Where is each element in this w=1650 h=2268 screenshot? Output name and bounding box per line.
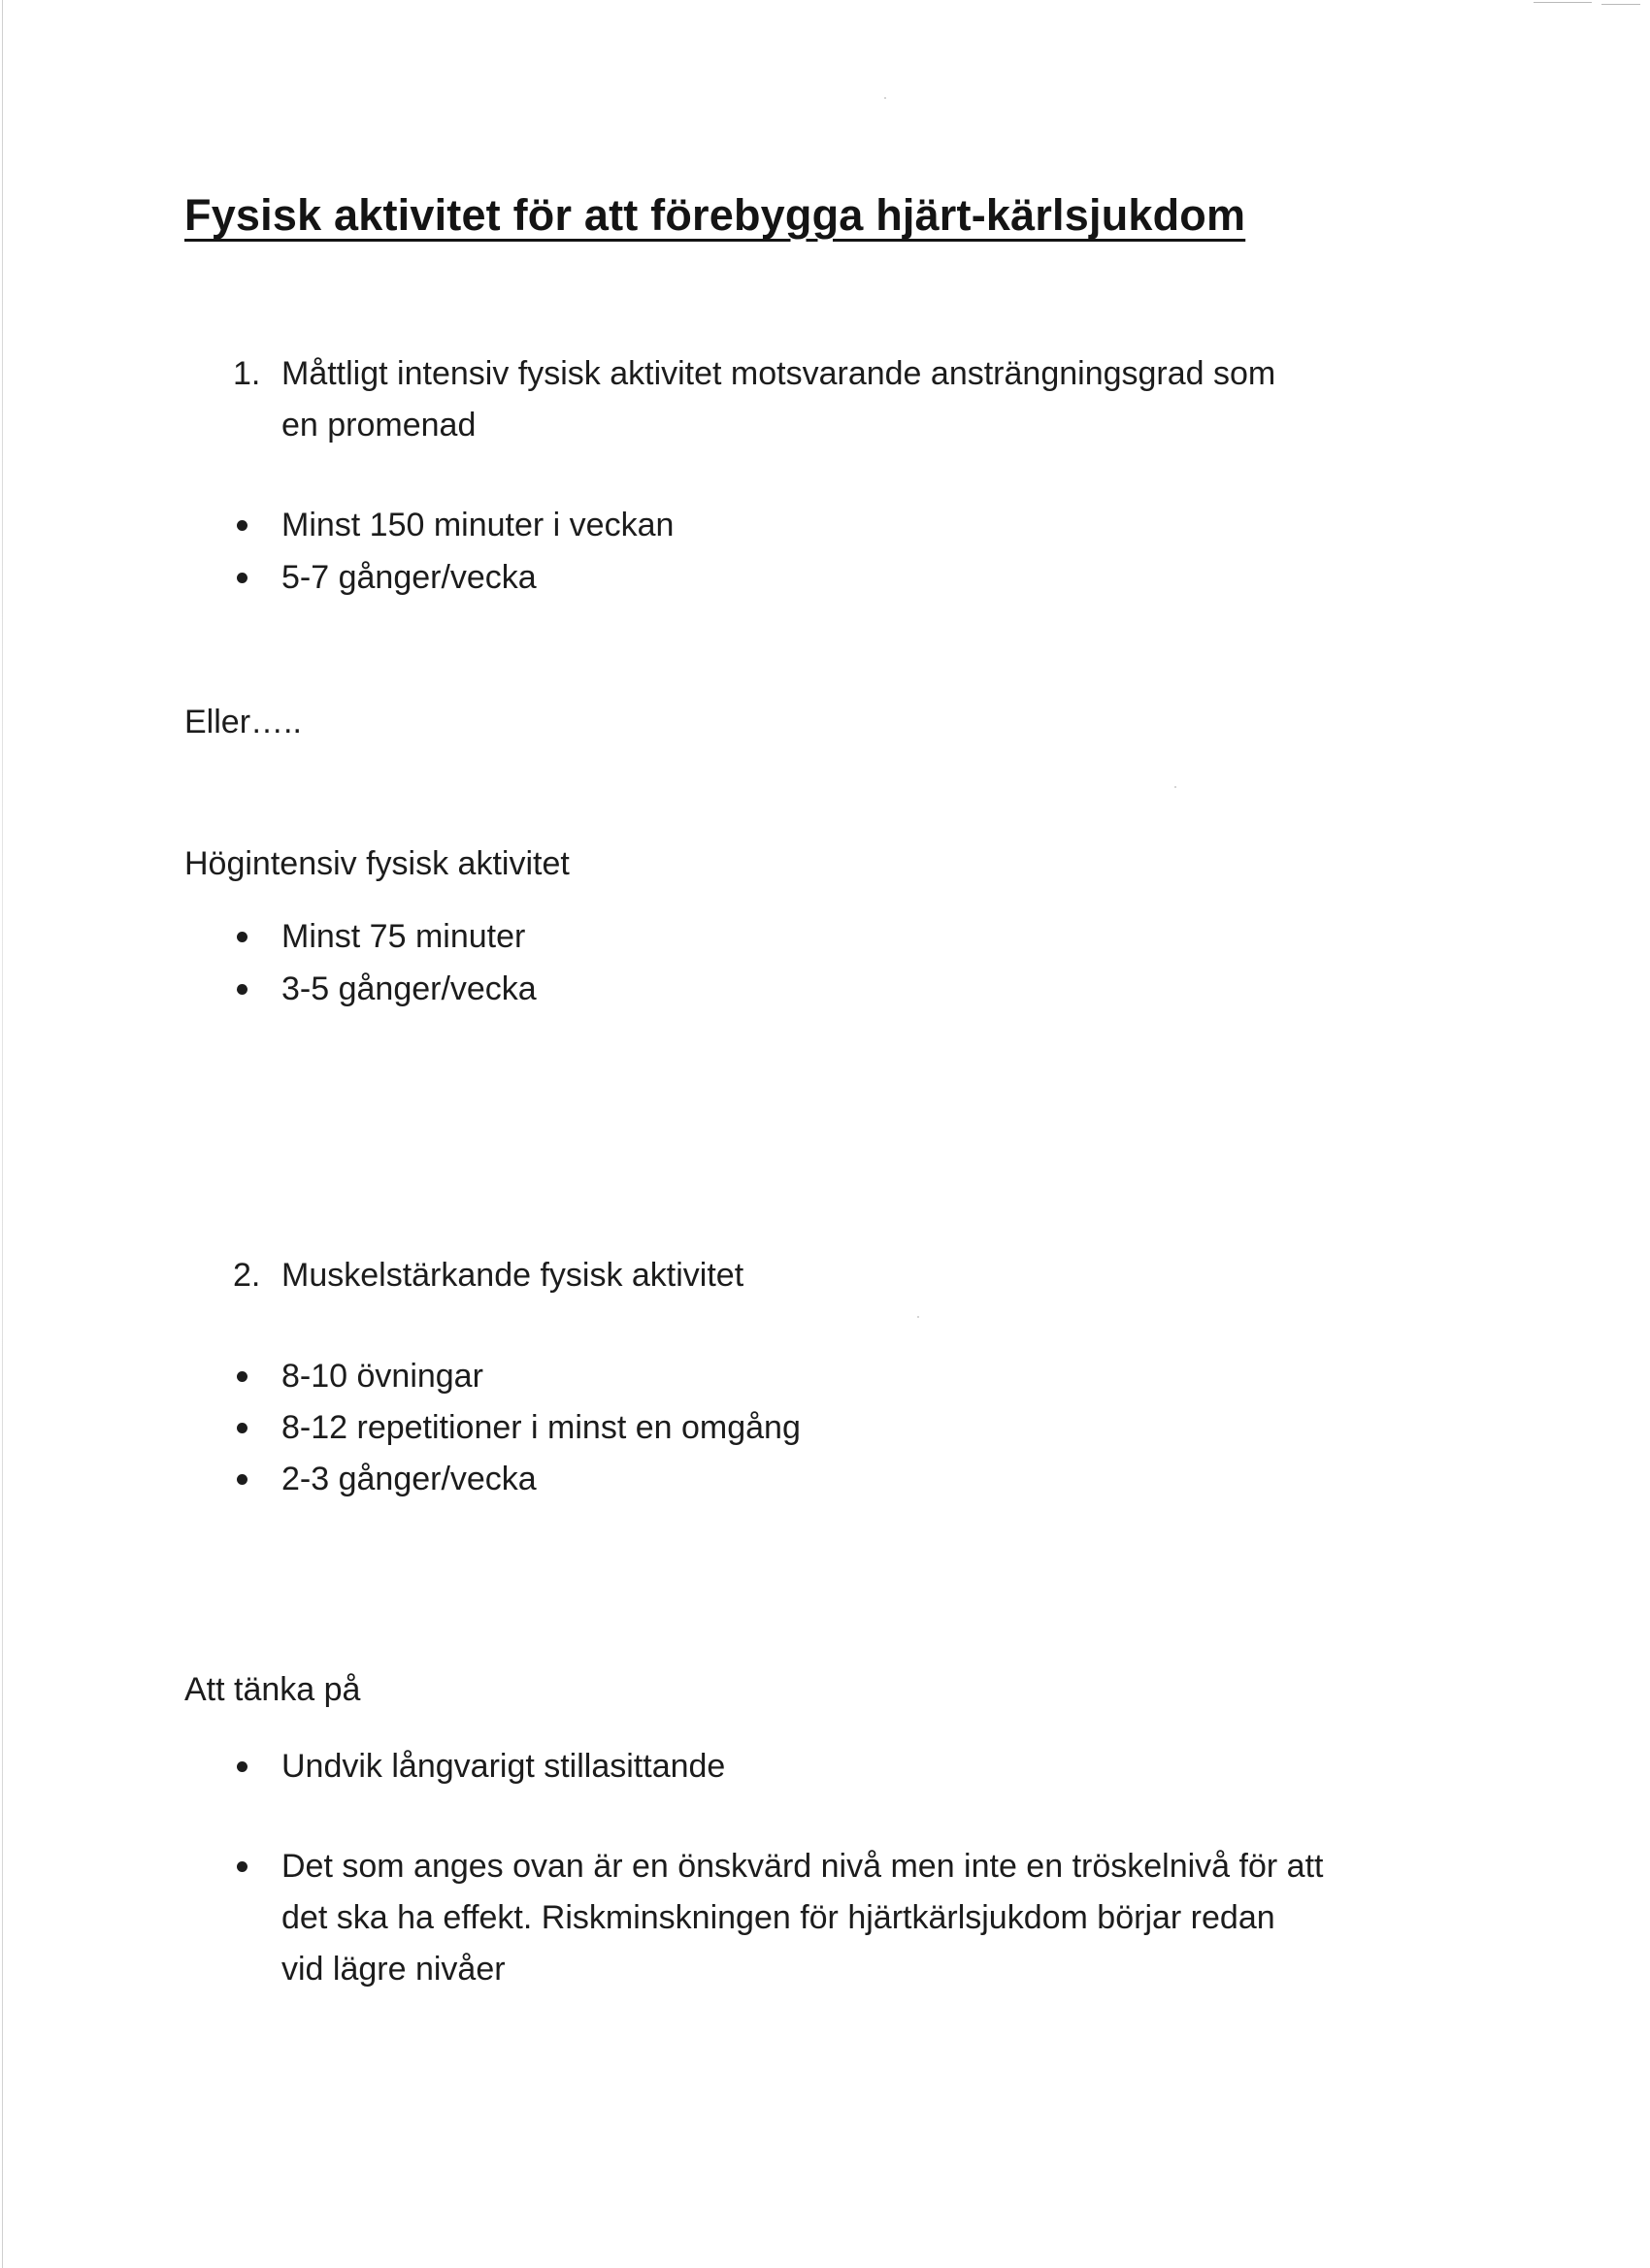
section-1-heading-line-1: Måttligt intensiv fysisk aktivitet motsvarande ansträngningsgrad som [281, 355, 1276, 392]
section-1-number: 1. [233, 355, 261, 392]
bullet-dot [237, 1861, 248, 1872]
high-intensity-bullet: 3-5 gånger/vecka [281, 970, 537, 1007]
think-bullet: Undvik långvarigt stillasittande [281, 1748, 726, 1785]
section-2-bullet: 2-3 gånger/vecka [281, 1461, 537, 1497]
bullet-dot [237, 932, 248, 942]
think-bullet-line-2: det ska ha effekt. Riskminskningen för hjärtkärlsjukdom börjar redan [281, 1899, 1275, 1936]
page-title: Fysisk aktivitet för att förebygga hjärt-kärlsjukdom [184, 190, 1246, 240]
section-2-number: 2. [233, 1257, 261, 1294]
section-1-bullet: Minst 150 minuter i veckan [281, 507, 675, 543]
think-bullet-line-3: vid lägre nivåer [281, 1951, 506, 1988]
section-2-bullet: 8-10 övningar [281, 1358, 483, 1395]
bullet-dot [237, 520, 248, 531]
or-text: Eller….. [184, 704, 302, 740]
high-intensity-heading: Högintensiv fysisk aktivitet [184, 845, 570, 882]
scan-speck [884, 97, 886, 99]
high-intensity-bullet: Minst 75 minuter [281, 918, 526, 955]
scan-artifact-mark [1534, 0, 1650, 6]
bullet-dot [237, 573, 248, 583]
think-bullet-line-1: Det som anges ovan är en önskvärd nivå men inte en tröskelnivå för att [281, 1848, 1324, 1885]
bullet-dot [237, 1761, 248, 1772]
scan-edge-line [2, 0, 3, 2268]
section-1-heading-line-2: en promenad [281, 407, 477, 444]
scan-speck [1174, 786, 1176, 788]
bullet-dot [237, 984, 248, 995]
think-heading: Att tänka på [184, 1671, 361, 1708]
bullet-dot [237, 1423, 248, 1433]
scan-speck [917, 1316, 919, 1318]
section-2-bullet: 8-12 repetitioner i minst en omgång [281, 1409, 801, 1446]
section-1-bullet: 5-7 gånger/vecka [281, 559, 537, 596]
bullet-dot [237, 1371, 248, 1382]
bullet-dot [237, 1474, 248, 1485]
section-2-heading: Muskelstärkande fysisk aktivitet [281, 1257, 744, 1294]
